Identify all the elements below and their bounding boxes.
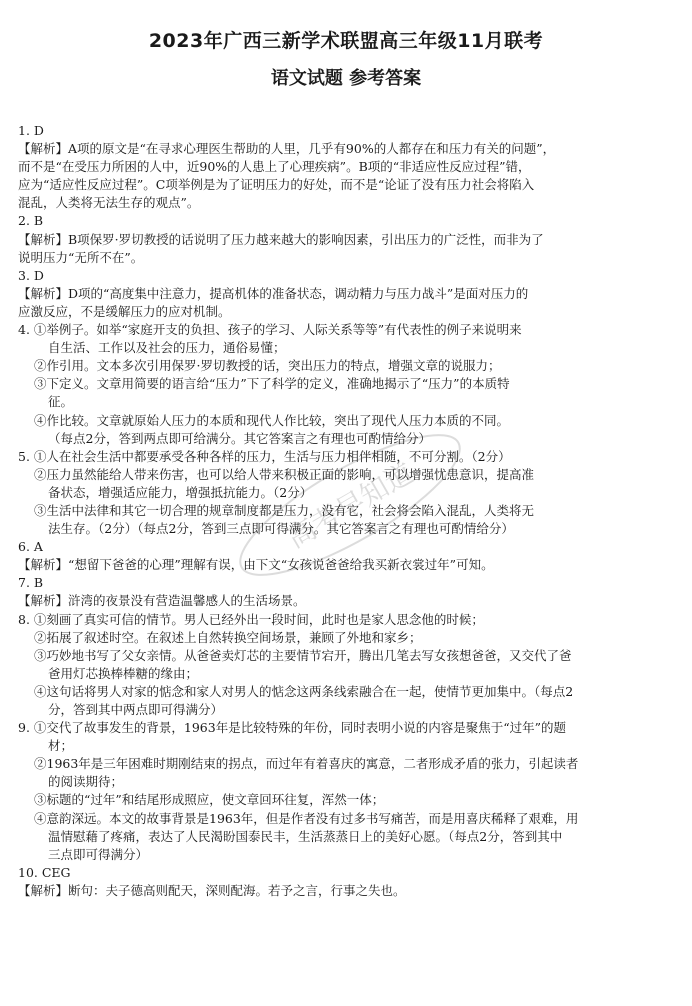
answer-line: 备状态，增强适应能力，增强抵抗能力。（2分） [48, 484, 313, 500]
answer-line: ③巧妙地书写了父女亲情。从爸爸卖灯芯的主要情节宕开，腾出几笔去写女孩想爸爸，又交代了爸 [34, 647, 572, 663]
answer-line: ③生活中法律和其它一切合理的规章制度都是压力，没有它，社会将会陷入混乱，人类将无 [34, 502, 535, 518]
answer-line: 的阅读期待； [48, 774, 124, 790]
answer-line: 【解析】B项保罗·罗切教授的话说明了压力越来越大的影响因素，引出压力的广泛性，而非为了 [18, 231, 544, 247]
answer-line: 【解析】“想留下爸爸的心理”理解有误，由下文“女孩说爸爸给我买新衣裳过年”可知。 [18, 557, 494, 573]
page-subtitle: 语文试题 参考答案 [270, 68, 422, 89]
watermark-text: 高考早知道 [281, 456, 420, 555]
answer-line: 1. D [18, 123, 44, 138]
answer-line: 【解析】浒湾的夜景没有营造温馨感人的生活场景。 [18, 593, 306, 609]
answer-line: 【解析】D项的“高度集中注意力，提高机体的准备状态，调动精力与压力战斗”是面对压力的 [18, 285, 529, 301]
answer-line: 自生活、工作以及社会的压力，通俗易懂； [48, 340, 286, 356]
answer-line: 说明压力“无所不在”。 [18, 249, 144, 265]
answer-line: ③下定义。文章用简要的语言给“压力”下了科学的定义，准确地揭示了“压力”的本质特 [34, 376, 510, 392]
answer-line: ②压力虽然能给人带来伤害，也可以给人带来积极正面的影响，可以增强忧患意识，提高准 [34, 466, 535, 482]
answer-line: 应激反应，不是缓解压力的应对机制。 [18, 303, 231, 319]
answer-line: 法生存。（2分）（每点2分，答到三点即可得满分。其它答案言之有理也可酌情给分） [48, 521, 514, 537]
page-title: 2023年广西三新学术联盟高三年级11月联考 [148, 30, 544, 52]
answer-line: 三点即可得满分） [48, 846, 149, 862]
answer-line: 3. D [18, 267, 44, 283]
answer-line: 【解析】A项的原文是“在寻求心理医生帮助的人里，几乎有90%的人都存在和压力有关的问题”， [18, 141, 556, 157]
answer-line: 爸用灯芯换棒棒糖的缘由； [48, 665, 199, 681]
answer-line: 分，答到其中两点即可得满分） [48, 702, 224, 717]
answer-content [18, 122, 674, 900]
answer-line: 【解析】断句：夫子德高则配天，深则配海。若予之言，行事之失也。 [18, 882, 406, 898]
answer-line: （每点2分，答到两点即可给满分。其它答案言之有理也可酌情给分） [48, 430, 431, 446]
answer-line: 而不是“在受压力所困的人中，近90%的人患上了心理疾病”。B项的“非适应性反应过程”错， [18, 159, 531, 175]
answer-line: ②1963年是三年困难时期刚结束的拐点，而过年有着喜庆的寓意，二者形成矛盾的张力，引起读者 [34, 756, 579, 772]
answer-line: ③标题的“过年”和结尾形成照应，使文章回环往复，浑然一体； [34, 792, 385, 808]
answer-line: 征。 [48, 394, 74, 410]
answer-line: 7. B [18, 575, 44, 591]
answer-line: 应为“适应性反应过程”。C项举例是为了证明压力的好处，而不是“论证了没有压力社会将陷入 [18, 177, 535, 193]
answer-line: 10. CEG [18, 864, 71, 880]
answer-line: 4. ①举例子。如举“家庭开支的负担、孩子的学习、人际关系等等”有代表性的例子来说明来 [18, 322, 522, 338]
answer-line: 8. ①刻画了真实可信的情节。男人已经外出一段时间，此时也是家人思念他的时候； [18, 611, 484, 627]
answer-line: 5. ①人在社会生活中都要承受各种各样的压力，生活与压力相伴相随，不可分割。（2分） [18, 448, 511, 464]
answer-line: ②拓展了叙述时空。在叙述上自然转换空间场景，兼顾了外地和家乡； [34, 629, 422, 645]
answer-line: 2. B [18, 213, 44, 229]
answer-line: 6. A [18, 539, 43, 555]
answer-line: ④意韵深远。本文的故事背景是1963年，但是作者没有过多书写痛苦，而是用喜庆稀释了艰难，用 [34, 810, 579, 826]
answer-line: 材； [48, 738, 74, 754]
answer-line: 混乱，人类将无法生存的观点”。 [18, 195, 200, 211]
answer-line: ②作引用。文本多次引用保罗·罗切教授的话，突出压力的特点，增强文章的说服力； [34, 358, 501, 374]
answer-line: ④作比较。文章就原始人压力的本质和现代人作比较，突出了现代人压力本质的不同。 [34, 412, 510, 428]
answer-line: 9. ①交代了故事发生的背景，1963年是比较特殊的年份，同时表明小说的内容是聚焦于“过年”的题 [18, 720, 566, 736]
answer-line: ④这句话将男人对家的惦念和家人对男人的惦念这两条线索融合在一起，使情节更加集中。（每点2 [34, 683, 574, 699]
answer-line: 温情慰藉了疼痛，表达了人民渴盼国泰民丰，生活蒸蒸日上的美好心愿。（每点2分，答到其中 [48, 828, 563, 844]
